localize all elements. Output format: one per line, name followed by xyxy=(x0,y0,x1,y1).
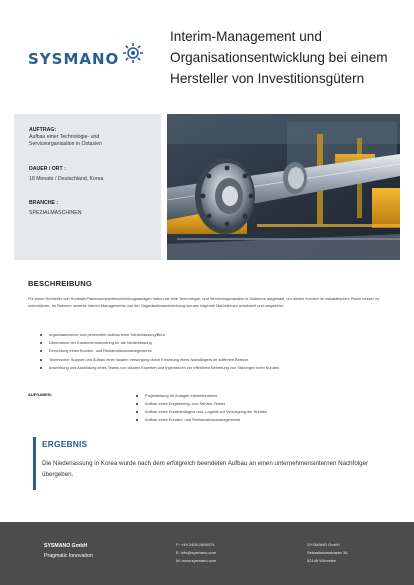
page-title: Interim-Management und Organisationsentwicklung bei einem Hersteller von Investitionsgütern xyxy=(170,29,388,86)
auftrag-value: Aufbau einer Technologie- und Serviceorganisation in Ostasien xyxy=(29,134,102,147)
list-item: Übernahme der Kostenverantwortung für die Niederlassung xyxy=(40,339,279,347)
project-info-box xyxy=(14,114,161,260)
dauer-value: 18 Monate / Deutschland, Korea xyxy=(29,176,104,182)
aufgaben-list xyxy=(136,392,267,424)
footer xyxy=(0,522,414,585)
dauer-section xyxy=(29,166,161,183)
footer-contact xyxy=(176,541,216,565)
list-item: organisatorischer und personeller Aufbau einer Niederlassung/Büro xyxy=(40,331,279,339)
ergebnis-box xyxy=(33,437,383,490)
footer-address-street: Sebastianusstrasse 36 xyxy=(307,550,348,555)
branche-label: BRANCHE : xyxy=(29,200,59,206)
footer-web[interactable]: W: www.sysmano.com xyxy=(176,558,217,563)
hero-machinery-image xyxy=(167,114,400,260)
list-item: Aufbau eines Ersatzteillagers und -Logistik zur Versorgung der Kunden xyxy=(136,408,267,416)
logo-text: SYSMANO xyxy=(28,50,120,68)
branche-value: SPEZIALMASCHINEN xyxy=(29,210,82,216)
gear-icon xyxy=(121,41,145,70)
list-item: Einrichtung eines Kunden- und Reklamationsmanagements xyxy=(40,347,279,355)
dauer-label: DAUER / ORT : xyxy=(29,166,66,172)
list-item: Projektleitung für Anlagen Inbetriebnahme xyxy=(136,392,267,400)
list-item: Aufbau eines Kunden- und Reklamationsmanagements xyxy=(136,416,267,424)
footer-company-name: SYSMANO GmbH xyxy=(44,543,88,549)
sysmano-logo xyxy=(28,46,145,72)
ergebnis-heading: ERGEBNIS xyxy=(42,439,88,449)
list-item: Technischer Support und Aufbau einer lokalen Versorgung durch Errichtung eines Notfalllagers im zollfreien Bereich xyxy=(40,356,279,364)
auftrag-section xyxy=(29,127,161,148)
auftrag-label: AUFTRAG: xyxy=(29,127,57,133)
footer-phone: P: +49 2405 2898074 xyxy=(176,542,215,547)
branche-section xyxy=(29,200,161,217)
footer-address-city: 52146 Würselen xyxy=(307,558,337,563)
aufgaben-label: AUFGABEN: xyxy=(28,392,52,397)
footer-address xyxy=(307,541,347,565)
footer-address-name: SYSMANO GmbH xyxy=(307,542,340,547)
ergebnis-text: Die Niederlassung in Korea wurde nach dem erfolgreich beendeten Aufbau an einen unternehmensinternen Nachfolger übergeben. xyxy=(42,460,369,478)
beschreibung-text: Für einen Hersteller von Rohblatt-Planmaschinenbeschichtungsanlagen haben wir eine Technologie- und Serviceorganisation in Südkorea aufgebaut, um diesen Kunden im ostasiatischen Raum besser zu unterstützen. Im Rahmen unseres Interim-Managements und der Organisationsentwicklung wurden folgende Maßnahmen entwickelt und umgesetzt: xyxy=(28,296,380,308)
measures-list xyxy=(40,331,279,372)
footer-company xyxy=(44,541,93,561)
list-item: Anwerbung und Ausbildung eines Teams von lokalen Experten und Ingenieuren zur effektiven Behebung von Störungen beim Kunden xyxy=(40,364,279,372)
beschreibung-heading: BESCHREIBUNG xyxy=(28,279,92,288)
list-item: Aufbau eines Engineering- und Service-Teams xyxy=(136,400,267,408)
footer-email[interactable]: E: info@sysmano.com xyxy=(176,550,217,555)
footer-slogan: Pragmatic Innovation xyxy=(44,553,93,559)
